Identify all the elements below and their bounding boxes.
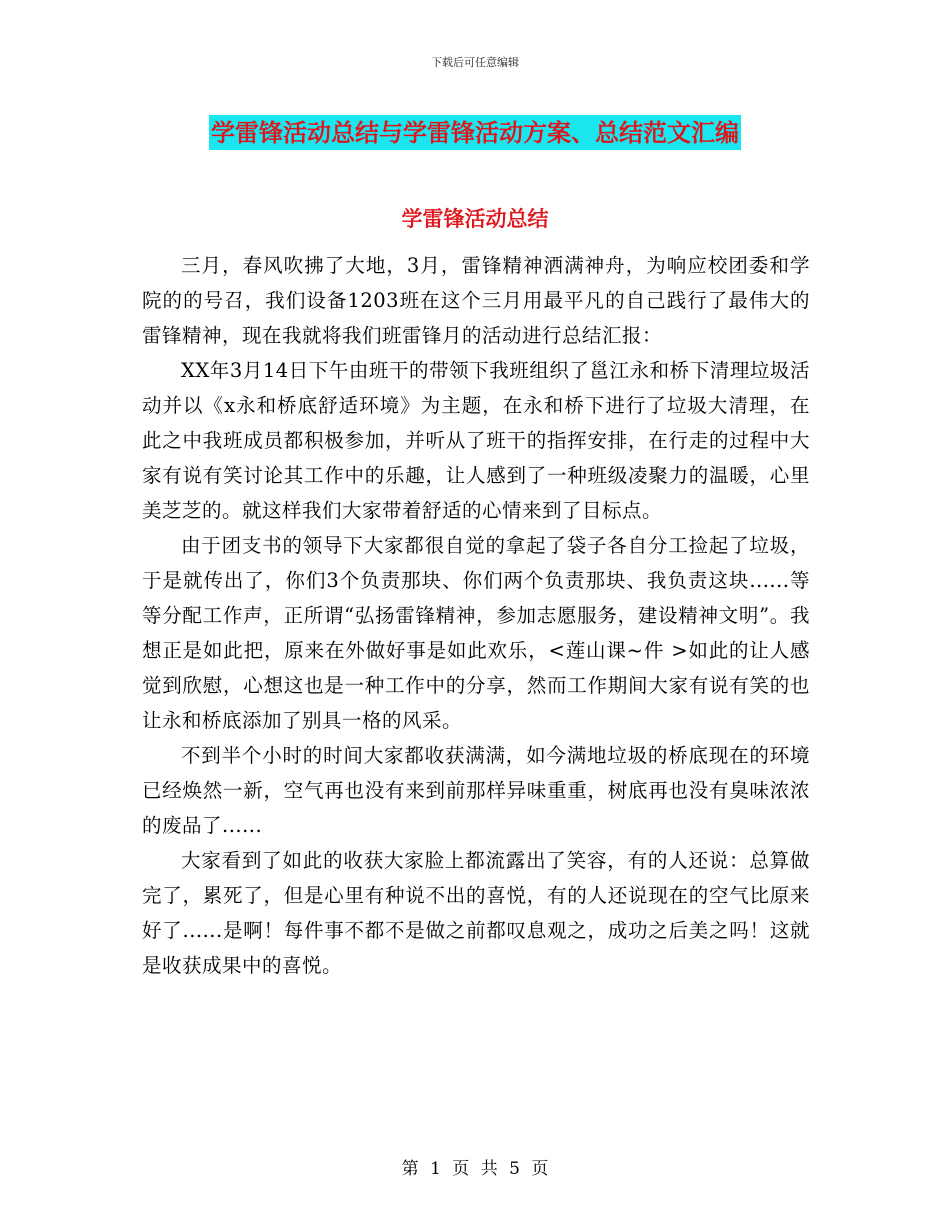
paragraph-4: 不到半个小时的时间大家都收获满满，如今满地垃圾的桥底现在的环境已经焕然一新，空气再也没有来到前那样异味重重，树底再也没有臭味浓浓的废品了...... — [142, 744, 810, 837]
main-title-text: 学雷锋活动总结与学雷锋活动方案、总结范文汇编 — [209, 115, 741, 150]
paragraph-1: 三月，春风吹拂了大地，3月，雷锋精神洒满神舟，为响应校团委和学院的的号召，我们设备1203班在这个三月用最平凡的自己践行了最伟大的雷锋精神，现在我就将我们班雷锋月的活动进行总结汇报： — [142, 254, 810, 347]
header-note: 下载后可任意编辑 — [431, 56, 519, 69]
section-title: 学雷锋活动总结 — [401, 206, 549, 231]
body-text — [142, 248, 810, 983]
page-footer: 第 1 页 共 5 页 — [401, 1159, 549, 1179]
main-title — [0, 113, 950, 148]
paragraph-3: 由于团支书的领导下大家都很自觉的拿起了袋子各自分工捡起了垃圾，于是就传出了，你们3个负责那块、你们两个负责那块、我负责这块......等等分配工作声，正所谓“弘扬雷锋精神，参加志愿服务，建设精神文明”。我想正是如此把，原来在外做好事是如此欢乐，<莲山课~件 >如此的让人感觉到欣慰，心想这也是一种工作中的分享，然而工作期间大家有说有笑的也让永和桥底添加了别具一格的风采。 — [142, 534, 810, 732]
paragraph-5: 大家看到了如此的收获大家脸上都流露出了笑容，有的人还说：总算做完了，累死了，但是心里有种说不出的喜悦，有的人还说现在的空气比原来好了......是啊！每件事不都不是做之前都叹息观之，成功之后美之吗！这就是收获成果中的喜悦。 — [142, 849, 810, 977]
paragraph-2: XX年3月14日下午由班干的带领下我班组织了邕江永和桥下清理垃圾活动并以《x永和桥底舒适环境》为主题，在永和桥下进行了垃圾大清理，在此之中我班成员都积极参加，并听从了班干的指挥安排，在行走的过程中大家有说有笑讨论其工作中的乐趣，让人感到了一种班级凌聚力的温暖，心里美芝芝的。就这样我们大家带着舒适的心情来到了目标点。 — [142, 359, 810, 522]
